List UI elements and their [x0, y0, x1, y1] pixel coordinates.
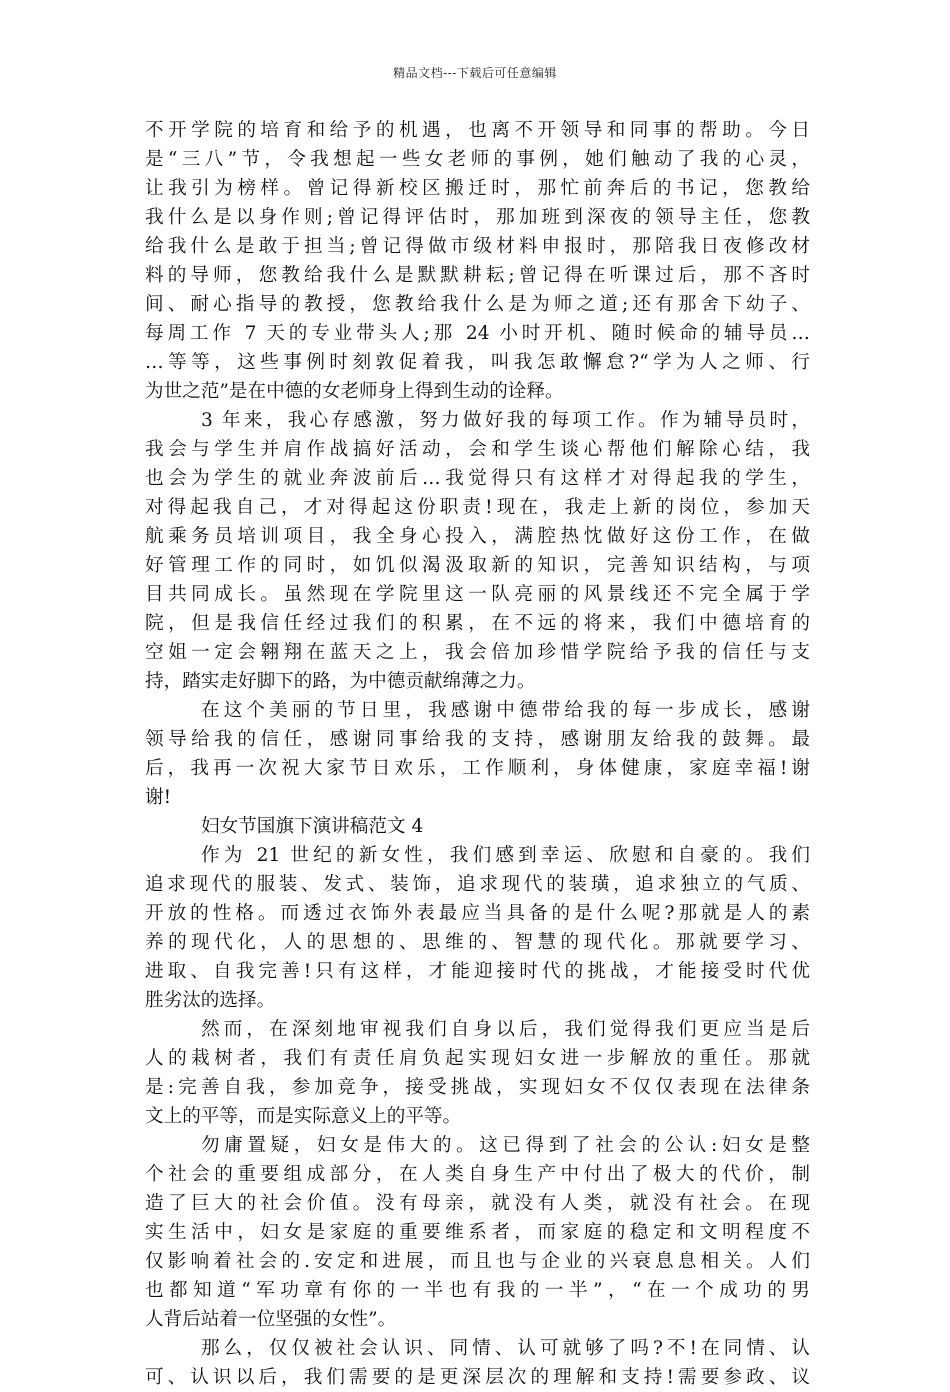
text-line: 进取、自我完善!只有这样，才能迎接时代的挑战，才能接受时代优	[145, 961, 810, 982]
text-line: 妇女节国旗下演讲稿范文 4	[201, 816, 424, 837]
text-line: 对得起我自己，才对得起这份职责!现在，我走上新的岗位，参加天	[145, 497, 810, 518]
text-line: 养的现代化，人的思想的、思维的、智慧的现代化。那就要学习、	[145, 932, 810, 953]
text-line: 人的栽树者，我们有责任肩负起实现妇女进一步解放的重任。那就	[145, 1048, 810, 1069]
text-line: 不开学院的培育和给予的机遇，也离不开领导和同事的帮助。今日	[145, 120, 810, 141]
text-line: 个社会的重要组成部分，在人类自身生产中付出了极大的代价，制	[145, 1164, 810, 1185]
text-line: 然而，在深刻地审视我们自身以后，我们觉得我们更应当是后	[201, 1019, 810, 1040]
text-line: 领导给我的信任，感谢同事给我的支持，感谢朋友给我的鼓舞。最	[145, 729, 810, 750]
text-line: 院，但是我信任经过我们的积累，在不远的将来，我们中德培育的	[145, 613, 810, 634]
text-line: 文上的平等，而是实际意义上的平等。	[145, 1106, 462, 1127]
text-line: 持，踏实走好脚下的路，为中德贡献绵薄之力。	[145, 671, 536, 692]
text-line: 开放的性格。而透过衣饰外表最应当具备的是什么呢?那就是人的素	[145, 903, 810, 924]
text-line: 空姐一定会翱翔在蓝天之上，我会倍加珍惜学院给予我的信任与支	[145, 642, 810, 663]
text-line: 胜劣汰的选择。	[145, 990, 276, 1011]
text-line: 追求现代的服装、发式、装饰，追求现代的装璜，追求独立的气质、	[145, 874, 810, 895]
text-line: 3 年来，我心存感激，努力做好我的每项工作。作为辅导员时，	[201, 410, 810, 431]
page-header: 精品文档---下载后可任意编辑	[393, 66, 557, 80]
text-line: 那么，仅仅被社会认识、同情、认可就够了吗?不!在同情、认	[201, 1338, 810, 1359]
text-line: 也会为学生的就业奔波前后…我觉得只有这样才对得起我的学生，	[145, 468, 810, 489]
text-line: 谢!	[145, 787, 172, 808]
text-line: 航乘务员培训项目，我全身心投入，满腔热忱做好这份工作，在做	[145, 526, 810, 547]
text-line: 也都知道“军功章有你的一半也有我的一半”，“在一个成功的男	[145, 1280, 810, 1301]
text-line: 为世之范”是在中德的女老师身上得到生动的诠释。	[145, 381, 564, 402]
text-line: 是“三八”节，令我想起一些女老师的事例，她们触动了我的心灵，	[145, 149, 810, 170]
text-line: 造了巨大的社会价值。没有母亲，就没有人类，就没有社会。在现	[145, 1193, 810, 1214]
text-line: 让我引为榜样。曾记得新校区搬迁时，那忙前奔后的书记，您教给	[145, 178, 810, 199]
text-line: 给我什么是敢于担当;曾记得做市级材料申报时，那陪我日夜修改材	[145, 236, 810, 257]
text-line: 仅影响着社会的.安定和进展，而且也与企业的兴衰息息相关。人们	[145, 1251, 810, 1272]
text-line: 每周工作 7 天的专业带头人;那 24 小时开机、随时候命的辅导员…	[145, 323, 810, 344]
text-line: 间、耐心指导的教授，您教给我什么是为师之道;还有那舍下幼子、	[145, 294, 810, 315]
document-body	[145, 116, 810, 1392]
text-line: 料的导师，您教给我什么是默默耕耘;曾记得在听课过后，那不吝时	[145, 265, 810, 286]
text-line: …等等，这些事例时刻敦促着我，叫我怎敢懈怠?“学为人之师、行	[145, 352, 810, 373]
text-line: 勿庸置疑，妇女是伟大的。这已得到了社会的公认:妇女是整	[201, 1135, 810, 1156]
text-line: 作为 21 世纪的新女性，我们感到幸运、欣慰和自豪的。我们	[201, 845, 810, 866]
text-line: 目共同成长。虽然现在学院里这一队亮丽的风景线还不完全属于学	[145, 584, 810, 605]
text-line: 我会与学生并肩作战搞好活动，会和学生谈心帮他们解除心结，我	[145, 439, 810, 460]
text-line: 在这个美丽的节日里，我感谢中德带给我的每一步成长，感谢	[201, 700, 810, 721]
text-line: 我什么是以身作则;曾记得评估时，那加班到深夜的领导主任，您教	[145, 207, 810, 228]
text-line: 好管理工作的同时，如饥似渴汲取新的知识，完善知识结构，与项	[145, 555, 810, 576]
text-line: 人背后站着一位坚强的女性”。	[145, 1309, 397, 1330]
text-line: 实生活中，妇女是家庭的重要维系者，而家庭的稳定和文明程度不	[145, 1222, 810, 1243]
text-line: 是:完善自我，参加竞争，接受挑战，实现妇女不仅仅表现在法律条	[145, 1077, 810, 1098]
text-line: 可、认识以后，我们需要的是更深层次的理解和支持!需要参政、议	[145, 1367, 810, 1388]
text-line: 后，我再一次祝大家节日欢乐，工作顺利，身体健康，家庭幸福!谢	[145, 758, 810, 779]
